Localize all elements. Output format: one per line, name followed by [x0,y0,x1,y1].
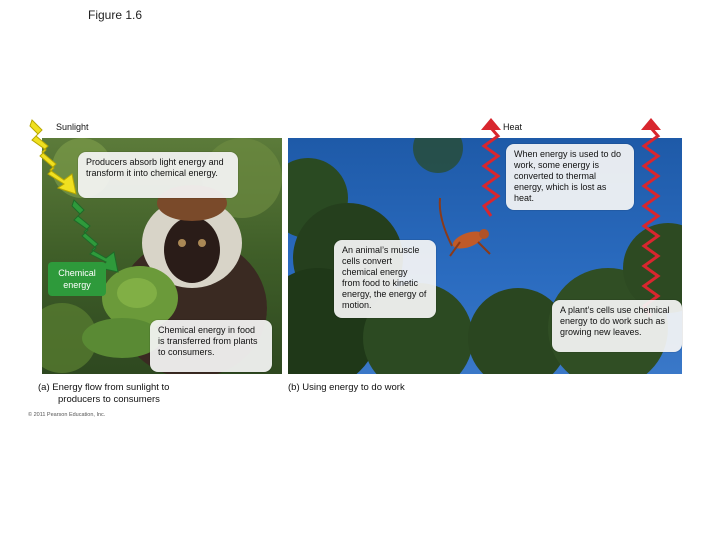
copyright: © 2011 Pearson Education, Inc. [28,412,106,418]
heat-arrow-icon [638,118,664,318]
heat-arrow-icon [478,118,504,218]
figure-title: Figure 1.6 [88,8,143,22]
chemical-energy-box [48,262,106,296]
producers-callout: Producers absorb light energy and transform it into chemical energy. [78,152,238,198]
heat-label: Heat [503,122,523,132]
chemical-energy-label: Chemical energy [58,268,96,290]
caption-b: (b) Using energy to do work [288,382,405,393]
caption-a-line1: (a) Energy flow from sunlight to [38,382,170,393]
caption-a-line2: producers to consumers [58,394,160,405]
food-transfer-callout: Chemical energy in food is transferred from plants to consumers. [150,320,272,372]
caption-a [38,382,169,406]
sunlight-label: Sunlight [56,122,89,132]
heat-loss-callout: When energy is used to do work, some energy is converted to thermal energy, which is lost as heat. [506,144,634,210]
plant-cells-callout: A plant’s cells use chemical energy to do work such as growing new leaves. [552,300,682,352]
muscle-callout: An animal’s muscle cells convert chemical energy from food to kinetic energy, the energy of motion. [334,240,436,318]
